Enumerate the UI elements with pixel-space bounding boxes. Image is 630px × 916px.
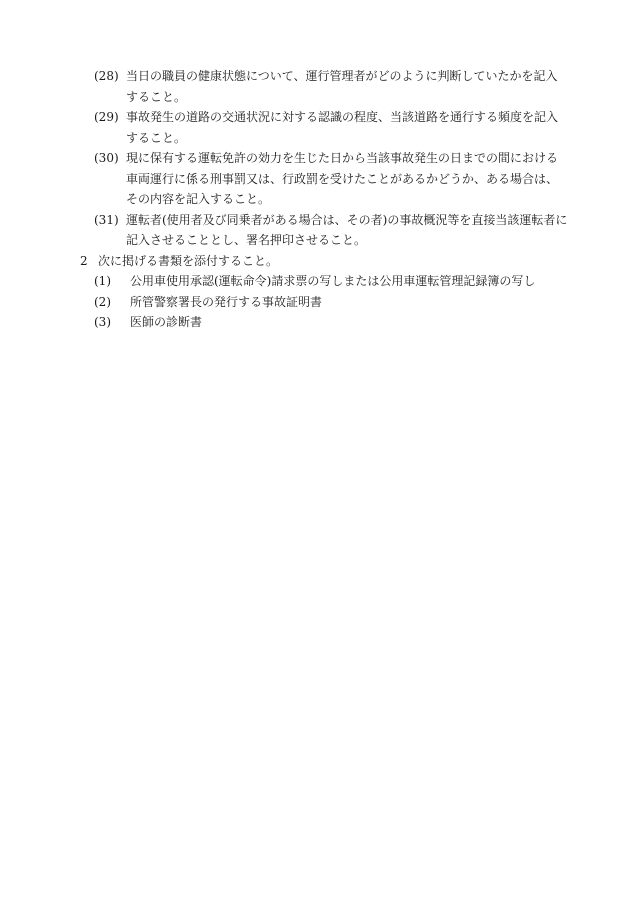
item-text: 運転者(使用者及び同乗者がある場合は、その者)の事故概況等を直接当該運転者に記入させることとし、署名押印させること。 bbox=[126, 212, 568, 247]
item-number: (2) bbox=[94, 294, 111, 309]
item-number: (1) bbox=[94, 274, 111, 288]
item-number: (29) bbox=[94, 110, 119, 124]
section-text: 次に掲げる書類を添付すること。 bbox=[98, 253, 279, 268]
section-2-heading bbox=[80, 251, 568, 272]
section-number: 2 bbox=[80, 253, 88, 268]
item-number: (30) bbox=[94, 151, 119, 165]
attachment-item-3 bbox=[94, 312, 568, 333]
list-item-29 bbox=[94, 107, 568, 148]
item-text: 所管警察署長の発行する事故証明書 bbox=[130, 294, 323, 309]
item-text: 当日の職員の健康状態について、運行管理者がどのように判断していたかを記入すること。 bbox=[126, 69, 558, 104]
list-item-28 bbox=[94, 66, 568, 107]
item-text: 事故発生の道路の交通状況に対する認識の程度、当該道路を通行する頻度を記入すること。 bbox=[126, 110, 559, 145]
attachment-item-1 bbox=[94, 271, 568, 292]
attachment-item-2 bbox=[94, 292, 568, 313]
item-text: 医師の診断書 bbox=[130, 315, 203, 329]
document-body bbox=[80, 66, 568, 333]
list-item-30 bbox=[94, 148, 568, 210]
item-number: (31) bbox=[94, 212, 119, 227]
item-number: (3) bbox=[94, 315, 111, 329]
list-item-31 bbox=[94, 210, 568, 251]
item-number: (28) bbox=[94, 69, 119, 83]
item-text: 現に保有する運転免許の効力を生じた日から当該事故発生の日までの間における車両運行に係る刑事罰又は、行政罰を受けたことがあるかどうか、ある場合は、その内容を記入すること。 bbox=[126, 151, 559, 206]
item-text: 公用車使用承認(運転命令)請求票の写しまたは公用車運転管理記録簿の写し bbox=[130, 274, 536, 288]
